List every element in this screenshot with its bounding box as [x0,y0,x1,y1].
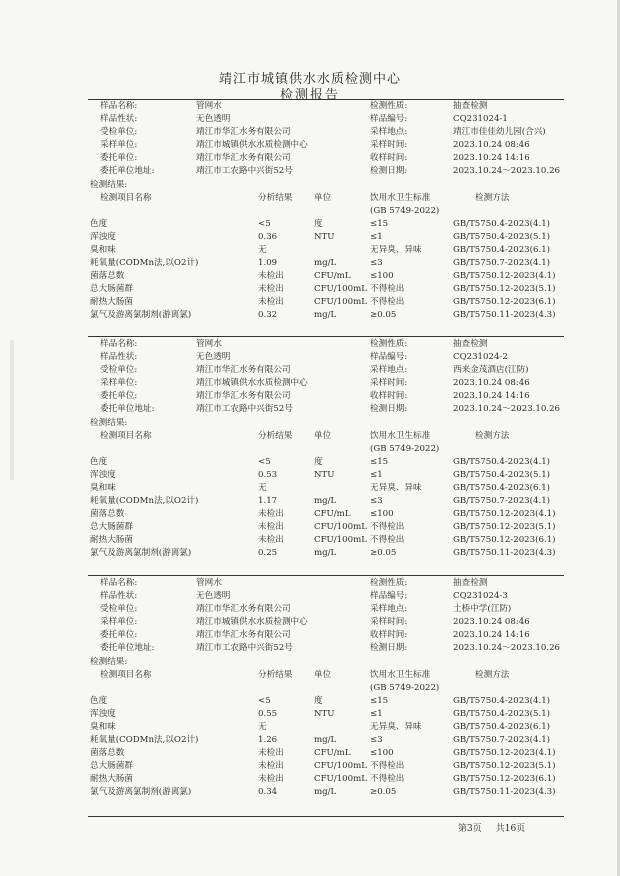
results-label: 检测结果: [90,656,128,667]
cell-standard: 不得检出 [370,774,405,785]
cell-standard: 无异臭、异味 [370,244,422,255]
label-sample-name: 样品名称: [100,578,138,588]
sample-traits: 无色透明 [196,591,231,602]
cell-result: 未检出 [258,509,284,520]
label-inspected-unit: 受检单位: [100,365,138,376]
header-result: 分析结果 [258,669,293,680]
cell-method: GB/T5750.4-2023(5.1) [453,469,551,480]
table-row [88,721,564,734]
inspected-unit: 靖江市华汇水务有限公司 [196,365,291,376]
header-item: 检测项目名称 [100,192,152,203]
info-row [88,100,564,113]
cell-method: GB/T5750.12-2023(6.1) [453,535,556,546]
cell-unit: mg/L [314,787,337,798]
info-row [88,165,564,178]
sample-no: CQ231024-2 [453,352,508,363]
label-sampling-unit: 采样单位: [100,378,138,389]
cell-result: 无 [258,482,267,493]
cell-item: 浑浊度 [90,708,116,719]
client-address: 靖江市工农路中兴街52号 [196,643,293,654]
cell-standard: ≤1 [370,469,383,480]
cell-item: 臭和味 [90,721,116,732]
info-row [88,642,564,655]
sample-no: CQ231024-3 [453,591,508,602]
cell-unit: CFU/100mL [314,297,367,308]
cell-result: 未检出 [258,535,284,546]
table-row [88,469,564,482]
report-title: 靖江市城镇供水水质检测中心 [218,72,401,87]
cell-standard: ≤3 [370,257,383,268]
label-sampling-site: 采样地点: [370,365,408,376]
sampling-site: 西来金茂酒店(江防) [453,365,529,376]
test-date: 2023.10.24～2023.10.26 [453,643,561,654]
cell-method: GB/T5750.12-2023(5.1) [453,522,556,533]
cell-unit: 度 [314,218,323,229]
cell-result: 未检出 [258,284,284,295]
cell-method: GB/T5750.4-2023(4.1) [453,695,551,706]
info-row [88,377,564,390]
label-receive-time: 收样时间: [370,153,408,164]
cell-result: <5 [258,218,271,229]
table-row [88,547,564,560]
table-row [88,482,564,495]
inspected-unit: 靖江市华汇水务有限公司 [196,604,291,615]
label-sample-name: 样品名称: [100,101,138,111]
sample-name: 管网水 [196,339,222,349]
table-row [88,786,564,799]
info-row [88,113,564,126]
header-result: 分析结果 [258,430,293,441]
label-client-address: 委托单位地址: [100,404,155,415]
cell-standard: ≤3 [370,734,383,745]
label-sample-no: 样品编号: [370,114,408,125]
cell-result: 0.36 [258,231,278,242]
label-sample-traits: 样品性状: [100,352,138,363]
cell-result: <5 [258,695,271,706]
cell-item: 耗氧量(CODMn法,以O2计) [90,734,199,745]
cell-method: GB/T5750.12-2023(4.1) [453,509,556,520]
header-standard-sub: (GB 5749-2022) [370,205,440,216]
sampling-time: 2023.10.24 08:46 [453,617,530,628]
cell-item: 浑浊度 [90,469,116,480]
label-client-unit: 委托单位: [100,153,138,164]
header-standard-sub: (GB 5749-2022) [370,443,440,454]
sample-traits: 无色透明 [196,352,231,363]
results-label: 检测结果: [90,417,128,428]
cell-unit: CFU/mL [314,748,351,759]
cell-standard: 不得检出 [370,535,405,546]
header-item: 检测项目名称 [100,430,152,441]
results-header [88,430,564,456]
cell-unit: mg/L [314,548,337,559]
header-result: 分析结果 [258,192,293,203]
cell-result: 1.09 [258,257,278,268]
table-row [88,534,564,547]
results-table [88,456,564,561]
table-row [88,283,564,296]
results-table [88,218,564,323]
inspected-unit: 靖江市华汇水务有限公司 [196,127,291,138]
label-inspected-unit: 受检单位: [100,604,138,615]
cell-standard: 无异臭、异味 [370,482,422,493]
cell-result: 未检出 [258,522,284,533]
cell-result: 未检出 [258,761,284,772]
table-row [88,231,564,244]
cell-standard: ≥0.05 [370,548,397,559]
table-row [88,296,564,309]
cell-item: 色度 [90,695,108,706]
sample-no: CQ231024-1 [453,114,508,125]
table-row [88,244,564,257]
cell-standard: ≤100 [370,748,394,759]
header-standard: 饮用水卫生标准 [370,430,431,441]
cell-result: 0.32 [258,310,278,321]
cell-standard: ≤100 [370,271,394,282]
cell-method: GB/T5750.4-2023(6.1) [453,244,551,255]
test-type: 抽查检测 [453,339,488,349]
cell-item: 氯气及游离氯制剂(游离氯) [90,548,192,559]
sampling-site: 靖江市佳佳幼儿园(合兴) [453,127,546,138]
cell-standard: 不得检出 [370,284,405,295]
info-row [88,616,564,629]
cell-unit: mg/L [314,495,337,506]
client-unit: 靖江市华汇水务有限公司 [196,391,291,402]
label-sampling-site: 采样地点: [370,127,408,138]
table-row [88,734,564,747]
cell-item: 色度 [90,456,108,467]
info-row [88,390,564,403]
cell-unit: CFU/100mL [314,535,367,546]
label-client-unit: 委托单位: [100,391,138,402]
cell-unit: NTU [314,231,335,242]
cell-item: 耗氧量(CODMn法,以O2计) [90,495,199,506]
results-table [88,695,564,800]
cell-result: 1.26 [258,734,278,745]
cell-unit: CFU/100mL [314,774,367,785]
label-sampling-unit: 采样单位: [100,617,138,628]
cell-item: 耗氧量(CODMn法,以O2计) [90,257,199,268]
cell-item: 总大肠菌群 [90,284,133,295]
table-row [88,773,564,786]
info-row [88,577,564,590]
table-row [88,495,564,508]
cell-standard: ≤15 [370,218,389,229]
label-sampling-time: 采样时间: [370,378,408,389]
sample-name: 管网水 [196,578,222,588]
cell-result: 0.34 [258,787,278,798]
table-row [88,508,564,521]
page-footer [458,821,539,834]
table-row [88,456,564,469]
section-rule [88,575,564,576]
cell-item: 总大肠菌群 [90,761,133,772]
cell-standard: 无异臭、异味 [370,721,422,732]
test-date: 2023.10.24～2023.10.26 [453,404,561,415]
sampling-time: 2023.10.24 08:46 [453,378,530,389]
cell-item: 菌落总数 [90,271,125,282]
scan-shadow [10,340,14,480]
info-row [88,603,564,616]
test-type: 抽查检测 [453,578,488,588]
table-row [88,521,564,534]
info-row [88,629,564,642]
label-sample-traits: 样品性状: [100,114,138,125]
receive-time: 2023.10.24 14:16 [453,630,530,641]
header-method: 检测方法 [475,192,510,203]
cell-unit: CFU/100mL [314,284,367,295]
cell-method: GB/T5750.4-2023(6.1) [453,721,551,732]
cell-item: 耐热大肠菌 [90,297,133,308]
sampling-unit: 靖江市城镇供水水质检测中心 [196,140,308,151]
table-row [88,257,564,270]
header-standard-sub: (GB 5749-2022) [370,682,440,693]
cell-method: GB/T5750.7-2023(4.1) [453,495,551,506]
bottom-rule [88,816,564,817]
test-type: 抽查检测 [453,101,488,111]
info-row [88,351,564,364]
cell-result: 0.55 [258,708,278,719]
cell-method: GB/T5750.4-2023(4.1) [453,456,551,467]
sampling-unit: 靖江市城镇供水水质检测中心 [196,617,308,628]
label-sample-name: 样品名称: [100,339,138,349]
cell-standard: ≤15 [370,456,389,467]
cell-method: GB/T5750.7-2023(4.1) [453,257,551,268]
info-row [88,590,564,603]
cell-unit: 度 [314,456,323,467]
cell-method: GB/T5750.12-2023(4.1) [453,271,556,282]
info-row [88,364,564,377]
info-row [88,152,564,165]
page-total: 共16页 [495,824,526,834]
cell-item: 氯气及游离氯制剂(游离氯) [90,310,192,321]
info-row [88,403,564,416]
cell-result: 未检出 [258,271,284,282]
header-item: 检测项目名称 [100,669,152,680]
label-test-date: 检测日期: [370,643,408,654]
cell-result: <5 [258,456,271,467]
header-unit: 单位 [314,192,332,203]
cell-result: 未检出 [258,297,284,308]
cell-standard: ≤3 [370,495,383,506]
sample-section-1 [88,100,564,322]
label-sampling-unit: 采样单位: [100,140,138,151]
table-row [88,708,564,721]
table-row [88,309,564,322]
label-test-type: 检测性质: [370,101,408,111]
table-row [88,695,564,708]
client-address: 靖江市工农路中兴街52号 [196,166,293,177]
results-header [88,192,564,218]
info-row [88,338,564,351]
cell-standard: 不得检出 [370,761,405,772]
label-test-type: 检测性质: [370,339,408,349]
label-sampling-time: 采样时间: [370,617,408,628]
cell-method: GB/T5750.12-2023(5.1) [453,761,556,772]
cell-standard: 不得检出 [370,297,405,308]
label-sample-no: 样品编号: [370,352,408,363]
test-date: 2023.10.24～2023.10.26 [453,166,561,177]
cell-method: GB/T5750.11-2023(4.3) [453,310,556,321]
receive-time: 2023.10.24 14:16 [453,153,530,164]
results-header [88,669,564,695]
header-method: 检测方法 [475,430,510,441]
cell-item: 色度 [90,218,108,229]
cell-item: 耐热大肠菌 [90,535,133,546]
cell-result: 未检出 [258,748,284,759]
receive-time: 2023.10.24 14:16 [453,391,530,402]
cell-method: GB/T5750.12-2023(6.1) [453,297,556,308]
cell-result: 无 [258,721,267,732]
table-row [88,760,564,773]
table-row [88,218,564,231]
header-method: 检测方法 [475,669,510,680]
section-rule [88,336,564,337]
cell-unit: 度 [314,695,323,706]
cell-standard: ≤1 [370,708,383,719]
cell-method: GB/T5750.12-2023(6.1) [453,774,556,785]
cell-method: GB/T5750.11-2023(4.3) [453,548,556,559]
cell-unit: mg/L [314,734,337,745]
sample-traits: 无色透明 [196,114,231,125]
cell-result: 未检出 [258,774,284,785]
cell-item: 菌落总数 [90,748,125,759]
cell-unit: CFU/mL [314,509,351,520]
label-receive-time: 收样时间: [370,630,408,641]
cell-standard: ≤15 [370,695,389,706]
client-unit: 靖江市华汇水务有限公司 [196,153,291,164]
sample-section-2 [88,338,564,560]
client-address: 靖江市工农路中兴街52号 [196,404,293,415]
cell-method: GB/T5750.4-2023(5.1) [453,708,551,719]
cell-standard: 不得检出 [370,522,405,533]
label-test-date: 检测日期: [370,166,408,177]
cell-result: 0.25 [258,548,278,559]
info-row [88,139,564,152]
cell-result: 1.17 [258,495,278,506]
cell-item: 氯气及游离氯制剂(游离氯) [90,787,192,798]
label-sample-no: 样品编号: [370,591,408,602]
cell-method: GB/T5750.12-2023(4.1) [453,748,556,759]
cell-unit: NTU [314,469,335,480]
table-row [88,747,564,760]
cell-result: 0.53 [258,469,278,480]
cell-unit: CFU/mL [314,271,351,282]
cell-method: GB/T5750.11-2023(4.3) [453,787,556,798]
cell-item: 总大肠菌群 [90,522,133,533]
sample-name: 管网水 [196,101,222,111]
report-subtitle: 检测报告 [279,88,340,103]
header-unit: 单位 [314,669,332,680]
cell-standard: ≥0.05 [370,310,397,321]
label-client-address: 委托单位地址: [100,166,155,177]
cell-method: GB/T5750.7-2023(4.1) [453,734,551,745]
cell-item: 臭和味 [90,244,116,255]
cell-standard: ≤1 [370,231,383,242]
cell-unit: mg/L [314,310,337,321]
cell-unit: mg/L [314,257,337,268]
label-test-date: 检测日期: [370,404,408,415]
label-receive-time: 收样时间: [370,391,408,402]
cell-item: 菌落总数 [90,509,125,520]
sample-section-3 [88,577,564,799]
cell-method: GB/T5750.4-2023(6.1) [453,482,551,493]
label-client-unit: 委托单位: [100,630,138,641]
cell-method: GB/T5750.12-2023(5.1) [453,284,556,295]
info-row [88,126,564,139]
label-sample-traits: 样品性状: [100,591,138,602]
sampling-unit: 靖江市城镇供水水质检测中心 [196,378,308,389]
cell-standard: ≥0.05 [370,787,397,798]
sampling-time: 2023.10.24 08:46 [453,140,530,151]
label-sampling-time: 采样时间: [370,140,408,151]
client-unit: 靖江市华汇水务有限公司 [196,630,291,641]
cell-standard: ≤100 [370,509,394,520]
cell-method: GB/T5750.4-2023(5.1) [453,231,551,242]
cell-method: GB/T5750.4-2023(4.1) [453,218,551,229]
label-inspected-unit: 受检单位: [100,127,138,138]
results-label: 检测结果: [90,179,128,190]
cell-unit: CFU/100mL [314,522,367,533]
table-row [88,270,564,283]
cell-unit: CFU/100mL [314,761,367,772]
label-client-address: 委托单位地址: [100,643,155,654]
header-unit: 单位 [314,430,332,441]
label-test-type: 检测性质: [370,578,408,588]
cell-item: 耐热大肠菌 [90,774,133,785]
page-number: 第3页 [458,824,482,834]
cell-unit: NTU [314,708,335,719]
cell-item: 臭和味 [90,482,116,493]
cell-item: 浑浊度 [90,231,116,242]
sampling-site: 土桥中学(江防) [453,604,512,615]
header-standard: 饮用水卫生标准 [370,669,431,680]
cell-result: 无 [258,244,267,255]
label-sampling-site: 采样地点: [370,604,408,615]
header-standard: 饮用水卫生标准 [370,192,431,203]
